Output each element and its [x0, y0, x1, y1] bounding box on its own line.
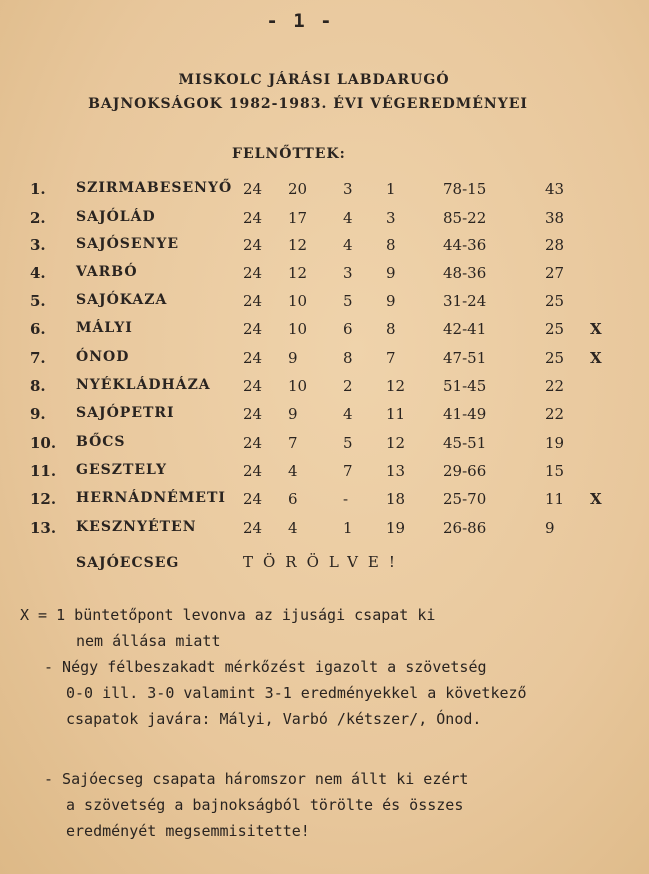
penalty-mark: X — [590, 490, 602, 508]
drawn: 6 — [343, 320, 353, 338]
team-name: SAJÓKAZA — [76, 292, 168, 308]
played: 24 — [243, 264, 263, 282]
lost: 8 — [386, 236, 396, 254]
note-line: X = 1 büntetőpont levonva az ijusági csapat ki — [20, 606, 436, 624]
played: 24 — [243, 377, 263, 395]
points: 15 — [545, 462, 565, 480]
deleted-team-name: SAJÓECSEG — [76, 555, 180, 571]
rank: 9. — [30, 405, 46, 423]
points: 25 — [545, 349, 565, 367]
goals: 78-15 — [443, 180, 487, 198]
table-row — [0, 519, 649, 545]
lost: 19 — [386, 519, 406, 537]
played: 24 — [243, 209, 263, 227]
goals: 44-36 — [443, 236, 487, 254]
lost: 18 — [386, 490, 406, 508]
goals: 31-24 — [443, 292, 487, 310]
drawn: 8 — [343, 349, 353, 367]
lost: 8 — [386, 320, 396, 338]
title-line-1: MISKOLC JÁRÁSI LABDARUGÓ — [178, 72, 450, 88]
rank: 5. — [30, 292, 46, 310]
team-name: SAJÓLÁD — [76, 209, 156, 225]
rank: 3. — [30, 236, 46, 254]
played: 24 — [243, 490, 263, 508]
played: 24 — [243, 320, 263, 338]
table-row — [0, 320, 649, 346]
played: 24 — [243, 405, 263, 423]
goals: 47-51 — [443, 349, 487, 367]
points: 25 — [545, 320, 565, 338]
drawn: 3 — [343, 264, 353, 282]
team-name: ÓNOD — [76, 349, 130, 365]
goals: 51-45 — [443, 377, 487, 395]
rank: 1. — [30, 180, 46, 198]
note-line: 0-0 ill. 3-0 valamint 3-1 eredményekkel a következő — [66, 684, 527, 702]
points: 38 — [545, 209, 565, 227]
drawn: 5 — [343, 434, 353, 452]
lost: 3 — [386, 209, 396, 227]
played: 24 — [243, 349, 263, 367]
goals: 26-86 — [443, 519, 487, 537]
points: 25 — [545, 292, 565, 310]
team-name: NYÉKLÁDHÁZA — [76, 377, 211, 393]
goals: 42-41 — [443, 320, 487, 338]
played: 24 — [243, 462, 263, 480]
team-name: SAJÓSENYE — [76, 236, 180, 252]
goals: 41-49 — [443, 405, 487, 423]
table-row — [0, 236, 649, 262]
table-row — [0, 292, 649, 318]
rank: 11. — [30, 462, 57, 480]
drawn: 7 — [343, 462, 353, 480]
won: 6 — [288, 490, 298, 508]
rank: 4. — [30, 264, 46, 282]
table-row — [0, 209, 649, 235]
penalty-mark: X — [590, 349, 602, 367]
played: 24 — [243, 180, 263, 198]
drawn: - — [343, 490, 349, 508]
played: 24 — [243, 519, 263, 537]
points: 22 — [545, 405, 565, 423]
team-name: BŐCS — [76, 434, 126, 450]
note-line: csapatok javára: Mályi, Varbó /kétszer/, Ónod. — [66, 710, 482, 728]
points: 43 — [545, 180, 565, 198]
won: 10 — [288, 292, 308, 310]
note-line: nem állása miatt — [76, 632, 221, 650]
penalty-mark: X — [590, 320, 602, 338]
drawn: 4 — [343, 236, 353, 254]
table-row — [0, 349, 649, 375]
won: 20 — [288, 180, 308, 198]
played: 24 — [243, 236, 263, 254]
won: 7 — [288, 434, 298, 452]
won: 10 — [288, 377, 308, 395]
table-row — [0, 264, 649, 290]
goals: 29-66 — [443, 462, 487, 480]
page-number: - 1 - — [266, 10, 334, 32]
table-row — [0, 434, 649, 460]
rank: 10. — [30, 434, 57, 452]
table-row — [0, 490, 649, 516]
won: 12 — [288, 264, 308, 282]
lost: 12 — [386, 377, 406, 395]
team-name: HERNÁDNÉMETI — [76, 490, 226, 506]
drawn: 5 — [343, 292, 353, 310]
team-name: SAJÓPETRI — [76, 405, 175, 421]
goals: 85-22 — [443, 209, 487, 227]
drawn: 3 — [343, 180, 353, 198]
team-name: GESZTELY — [76, 462, 167, 478]
points: 11 — [545, 490, 565, 508]
drawn: 4 — [343, 209, 353, 227]
team-name: MÁLYI — [76, 320, 133, 336]
won: 17 — [288, 209, 308, 227]
lost: 9 — [386, 292, 396, 310]
played: 24 — [243, 434, 263, 452]
team-name: VARBÓ — [76, 264, 138, 280]
lost: 9 — [386, 264, 396, 282]
won: 9 — [288, 405, 298, 423]
lost: 7 — [386, 349, 396, 367]
rank: 8. — [30, 377, 46, 395]
team-name: KESZNYÉTEN — [76, 519, 197, 535]
won: 9 — [288, 349, 298, 367]
lost: 1 — [386, 180, 396, 198]
rank: 13. — [30, 519, 57, 537]
rank: 12. — [30, 490, 57, 508]
drawn: 4 — [343, 405, 353, 423]
rank: 2. — [30, 209, 46, 227]
table-row — [0, 377, 649, 403]
won: 4 — [288, 519, 298, 537]
points: 28 — [545, 236, 565, 254]
points: 22 — [545, 377, 565, 395]
won: 12 — [288, 236, 308, 254]
note-line: eredményét megsemmisitette! — [66, 822, 310, 840]
deleted-status: TÖRÖLVE! — [243, 553, 405, 571]
title-line-2: BAJNOKSÁGOK 1982-1983. ÉVI VÉGEREDMÉNYEI — [88, 96, 528, 112]
drawn: 2 — [343, 377, 353, 395]
lost: 11 — [386, 405, 406, 423]
table-row — [0, 462, 649, 488]
goals: 48-36 — [443, 264, 487, 282]
note-line: a szövetség a bajnokságból törölte és összes — [66, 796, 464, 814]
rank: 6. — [30, 320, 46, 338]
points: 9 — [545, 519, 555, 537]
section-title: FELNŐTTEK: — [232, 146, 346, 162]
points: 19 — [545, 434, 565, 452]
won: 10 — [288, 320, 308, 338]
team-name: SZIRMABESENYŐ — [76, 180, 233, 196]
table-row — [0, 405, 649, 431]
lost: 13 — [386, 462, 406, 480]
table-row — [0, 180, 649, 206]
lost: 12 — [386, 434, 406, 452]
won: 4 — [288, 462, 298, 480]
note-line: - Sajóecseg csapata háromszor nem állt ki ezért — [44, 770, 469, 788]
points: 27 — [545, 264, 565, 282]
played: 24 — [243, 292, 263, 310]
rank: 7. — [30, 349, 46, 367]
goals: 45-51 — [443, 434, 487, 452]
drawn: 1 — [343, 519, 353, 537]
goals: 25-70 — [443, 490, 487, 508]
deleted-team-row — [76, 553, 405, 571]
note-line: - Négy félbeszakadt mérkőzést igazolt a szövetség — [44, 658, 487, 676]
